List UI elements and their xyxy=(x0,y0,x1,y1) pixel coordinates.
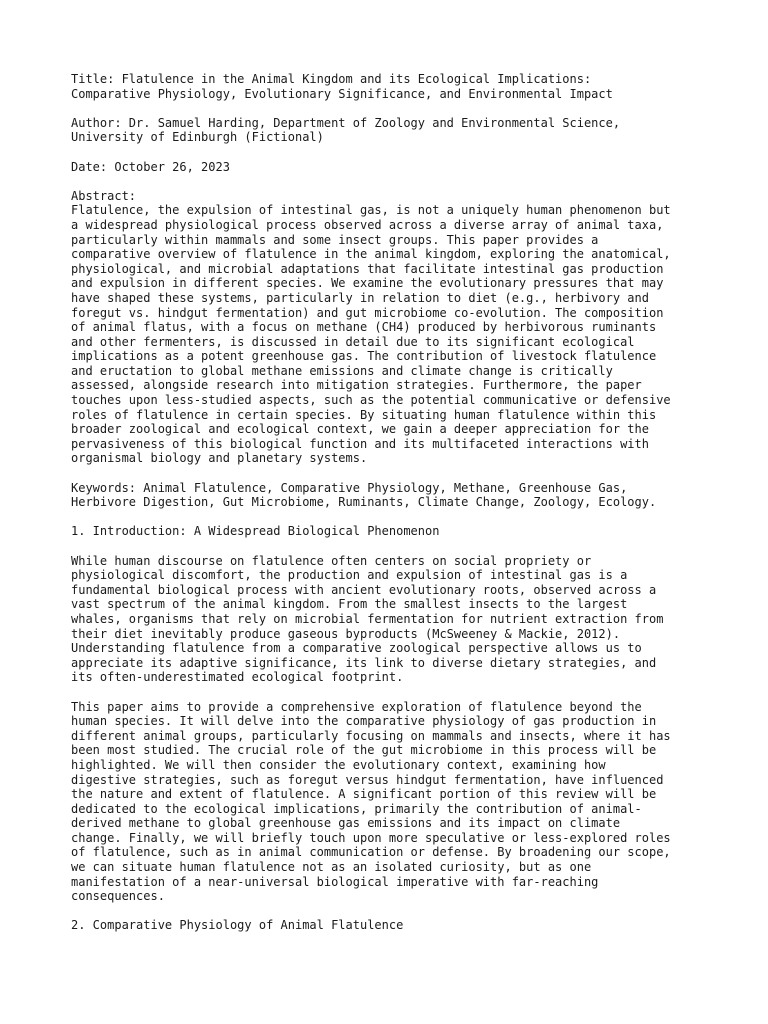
abstract-line: particularly within mammals and some insect groups. This paper provides a xyxy=(71,232,599,247)
author-line: University of Edinburgh (Fictional) xyxy=(71,130,324,145)
title-line: Comparative Physiology, Evolutionary Significance, and Environmental Impact xyxy=(71,86,613,101)
abstract-line: Flatulence, the expulsion of intestinal gas, is not a uniquely human phenomenon but xyxy=(71,203,671,218)
title-line: Title: Flatulence in the Animal Kingdom and its Ecological Implications: xyxy=(71,72,592,86)
abstract-paragraph xyxy=(71,203,731,466)
paragraph-line: physiological discomfort, the production and expulsion of intestinal gas is a xyxy=(71,568,628,583)
keywords-block xyxy=(71,481,731,510)
abstract-line: broader zoological and ecological context, we gain a deeper appreciation for the xyxy=(71,422,649,437)
paragraph-line: we can situate human flatulence not as an isolated curiosity, but as one xyxy=(71,860,592,875)
paragraph-line: digestive strategies, such as foregut versus hindgut fermentation, have influenced xyxy=(71,772,664,787)
section-heading-introduction: 1. Introduction: A Widespread Biological Phenomenon xyxy=(71,524,440,539)
abstract-line: comparative overview of flatulence in the animal kingdom, exploring the anatomical, xyxy=(71,247,671,262)
abstract-line: organismal biology and planetary systems. xyxy=(71,451,368,466)
paragraph-line: highlighted. We will then consider the evolutionary context, examining how xyxy=(71,757,606,772)
abstract-line: roles of flatulence in certain species. By situating human flatulence within this xyxy=(71,407,657,422)
paragraph-line: the nature and extent of flatulence. A significant portion of this review will be xyxy=(71,787,657,802)
paragraph-line: consequences. xyxy=(71,889,165,904)
document-page xyxy=(71,72,731,933)
abstract-line: foregut vs. hindgut fermentation) and gut microbiome co-evolution. The composition xyxy=(71,305,664,320)
paragraph-line: its often-underestimated ecological footprint. xyxy=(71,670,404,685)
paragraph-line: appreciate its adaptive significance, its link to diverse dietary strategies, and xyxy=(71,655,657,670)
paragraph-line: Understanding flatulence from a comparative zoological perspective allows us to xyxy=(71,641,642,656)
abstract-line: of animal flatus, with a focus on methane (CH4) produced by herbivorous ruminants xyxy=(71,320,657,335)
author-block xyxy=(71,116,731,145)
abstract-line: and expulsion in different species. We examine the evolutionary pressures that may xyxy=(71,276,664,291)
abstract-line: touches upon less-studied aspects, such as the potential communicative or defensive xyxy=(71,393,671,408)
keywords-line: Keywords: Animal Flatulence, Comparative Physiology, Methane, Greenhouse Gas, xyxy=(71,480,628,495)
abstract-line: pervasiveness of this biological function and its multifaceted interactions with xyxy=(71,436,649,451)
author-line: Author: Dr. Samuel Harding, Department of Zoology and Environmental Science, xyxy=(71,115,621,130)
abstract-line: a widespread physiological process observed across a diverse array of animal taxa, xyxy=(71,217,664,232)
date-line: Date: October 26, 2023 xyxy=(71,159,230,174)
paragraph-line: fundamental biological process with ancient evolutionary roots, observed across a xyxy=(71,582,657,597)
abstract-line: implications as a potent greenhouse gas. The contribution of livestock flatulence xyxy=(71,349,657,364)
title-block xyxy=(71,72,731,101)
paragraph-line: been most studied. The crucial role of the gut microbiome in this process will be xyxy=(71,743,657,758)
paragraph-line: change. Finally, we will briefly touch upon more speculative or less-explored roles xyxy=(71,830,671,845)
keywords-line: Herbivore Digestion, Gut Microbiome, Ruminants, Climate Change, Zoology, Ecology. xyxy=(71,495,657,510)
paragraph-line: of flatulence, such as in animal communication or defense. By broadening our scope, xyxy=(71,845,671,860)
section-heading-comparative-physiology: 2. Comparative Physiology of Animal Flatulence xyxy=(71,918,404,933)
paragraph-line: dedicated to the ecological implications, primarily the contribution of animal- xyxy=(71,801,642,816)
abstract-line: and eructation to global methane emissions and climate change is critically xyxy=(71,363,613,378)
introduction-paragraph-2 xyxy=(71,700,731,904)
paragraph-line: While human discourse on flatulence often centers on social propriety or xyxy=(71,553,592,568)
introduction-paragraph-1 xyxy=(71,554,731,685)
paragraph-line: derived methane to global greenhouse gas emissions and its impact on climate xyxy=(71,816,621,831)
abstract-line: have shaped these systems, particularly in relation to diet (e.g., herbivory and xyxy=(71,290,649,305)
abstract-heading: Abstract: xyxy=(71,188,137,203)
abstract-line: assessed, alongside research into mitigation strategies. Furthermore, the paper xyxy=(71,378,642,393)
abstract-line: and other fermenters, is discussed in detail due to its significant ecological xyxy=(71,334,635,349)
paragraph-line: different animal groups, particularly focusing on mammals and insects, where it has xyxy=(71,728,671,743)
paragraph-line: their diet inevitably produce gaseous byproducts (McSweeney & Mackie, 2012). xyxy=(71,626,621,641)
paragraph-line: manifestation of a near-universal biological imperative with far-reaching xyxy=(71,874,599,889)
paragraph-line: whales, organisms that rely on microbial fermentation for nutrient extraction from xyxy=(71,611,664,626)
paragraph-line: This paper aims to provide a comprehensive exploration of flatulence beyond the xyxy=(71,699,642,714)
paragraph-line: human species. It will delve into the comparative physiology of gas production in xyxy=(71,714,657,729)
abstract-line: physiological, and microbial adaptations that facilitate intestinal gas production xyxy=(71,261,664,276)
paragraph-line: vast spectrum of the animal kingdom. From the smallest insects to the largest xyxy=(71,597,628,612)
